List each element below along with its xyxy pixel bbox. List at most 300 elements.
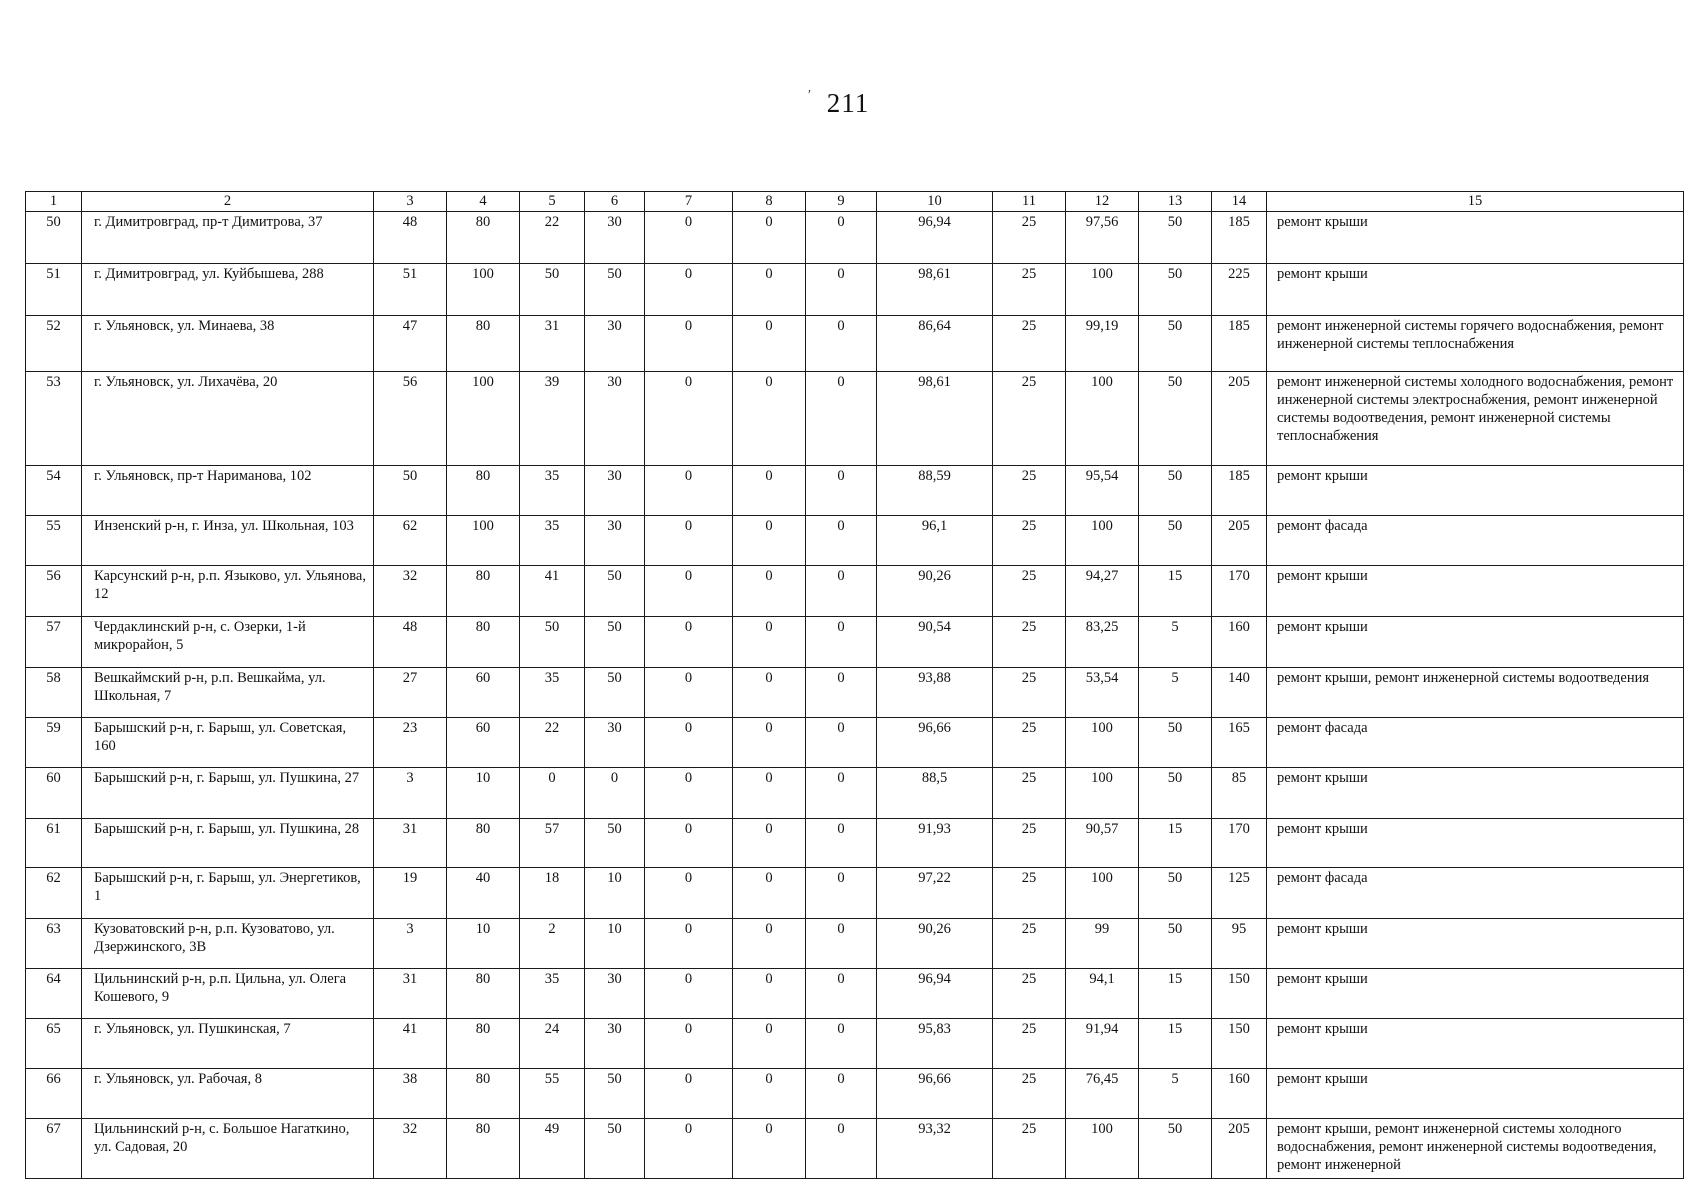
cell-col-11: 25	[993, 768, 1066, 819]
cell-col-4: 10	[447, 768, 520, 819]
cell-col-14: 95	[1212, 919, 1267, 969]
cell-col-7: 0	[645, 212, 733, 264]
cell-col-12: 99,19	[1066, 316, 1139, 372]
cell-col-6: 30	[585, 969, 645, 1019]
col-header-15: 15	[1267, 192, 1684, 212]
cell-address: Кузоватовский р-н, р.п. Кузоватово, ул. Дзержинского, 3В	[82, 919, 374, 969]
cell-col-5: 57	[520, 819, 585, 868]
cell-col-9: 0	[806, 1069, 877, 1119]
cell-col-9: 0	[806, 868, 877, 919]
cell-col-7: 0	[645, 668, 733, 718]
col-header-11: 11	[993, 192, 1066, 212]
cell-col-14: 205	[1212, 516, 1267, 566]
cell-col-10: 91,93	[877, 819, 993, 868]
cell-address: г. Димитровград, ул. Куйбышева, 288	[82, 264, 374, 316]
cell-col-10: 97,22	[877, 868, 993, 919]
cell-col-6: 10	[585, 868, 645, 919]
cell-col-8: 0	[733, 516, 806, 566]
table-row	[26, 466, 1684, 516]
cell-col-8: 0	[733, 264, 806, 316]
cell-col-5: 18	[520, 868, 585, 919]
cell-col-8: 0	[733, 617, 806, 668]
cell-col-14: 165	[1212, 718, 1267, 768]
cell-col-7: 0	[645, 1019, 733, 1069]
cell-row-number: 56	[26, 566, 82, 617]
cell-col-10: 93,32	[877, 1119, 993, 1179]
cell-col-4: 10	[447, 919, 520, 969]
cell-address: Барышский р-н, г. Барыш, ул. Советская, 160	[82, 718, 374, 768]
cell-col-6: 30	[585, 212, 645, 264]
cell-col-5: 50	[520, 264, 585, 316]
cell-col-5: 35	[520, 516, 585, 566]
cell-col-10: 96,66	[877, 1069, 993, 1119]
cell-col-11: 25	[993, 372, 1066, 466]
cell-col-11: 25	[993, 1119, 1066, 1179]
cell-col-13: 50	[1139, 919, 1212, 969]
cell-col-8: 0	[733, 969, 806, 1019]
cell-col-13: 50	[1139, 372, 1212, 466]
cell-col-11: 25	[993, 868, 1066, 919]
cell-col-3: 56	[374, 372, 447, 466]
cell-col-14: 185	[1212, 212, 1267, 264]
cell-address: г. Ульяновск, ул. Минаева, 38	[82, 316, 374, 372]
table-row	[26, 819, 1684, 868]
cell-row-number: 51	[26, 264, 82, 316]
cell-col-4: 100	[447, 516, 520, 566]
cell-col-11: 25	[993, 466, 1066, 516]
cell-row-number: 58	[26, 668, 82, 718]
cell-col-4: 100	[447, 372, 520, 466]
cell-col-14: 140	[1212, 668, 1267, 718]
cell-col-3: 32	[374, 566, 447, 617]
cell-col-7: 0	[645, 1119, 733, 1179]
cell-col-3: 31	[374, 819, 447, 868]
cell-col-7: 0	[645, 868, 733, 919]
cell-col-7: 0	[645, 919, 733, 969]
cell-col-13: 50	[1139, 316, 1212, 372]
cell-col-4: 80	[447, 466, 520, 516]
cell-col-7: 0	[645, 718, 733, 768]
cell-row-number: 63	[26, 919, 82, 969]
cell-col-13: 5	[1139, 617, 1212, 668]
table-row	[26, 264, 1684, 316]
cell-col-4: 100	[447, 264, 520, 316]
cell-col-4: 80	[447, 1119, 520, 1179]
cell-col-9: 0	[806, 668, 877, 718]
cell-col-9: 0	[806, 516, 877, 566]
cell-col-6: 30	[585, 718, 645, 768]
cell-col-8: 0	[733, 819, 806, 868]
cell-col-5: 35	[520, 466, 585, 516]
cell-works-description: ремонт крыши, ремонт инженерной системы водоотведения	[1267, 668, 1684, 718]
cell-col-12: 100	[1066, 372, 1139, 466]
cell-col-10: 96,66	[877, 718, 993, 768]
cell-col-13: 15	[1139, 566, 1212, 617]
cell-works-description: ремонт крыши	[1267, 264, 1684, 316]
cell-row-number: 59	[26, 718, 82, 768]
cell-col-12: 53,54	[1066, 668, 1139, 718]
table-row	[26, 1069, 1684, 1119]
cell-col-13: 5	[1139, 1069, 1212, 1119]
col-header-5: 5	[520, 192, 585, 212]
cell-col-9: 0	[806, 1019, 877, 1069]
cell-works-description: ремонт фасада	[1267, 868, 1684, 919]
cell-col-3: 3	[374, 919, 447, 969]
table-row	[26, 718, 1684, 768]
cell-col-11: 25	[993, 969, 1066, 1019]
cell-col-9: 0	[806, 1119, 877, 1179]
cell-col-5: 2	[520, 919, 585, 969]
cell-col-5: 55	[520, 1069, 585, 1119]
cell-col-13: 15	[1139, 1019, 1212, 1069]
cell-col-3: 19	[374, 868, 447, 919]
col-header-10: 10	[877, 192, 993, 212]
cell-row-number: 65	[26, 1019, 82, 1069]
cell-col-9: 0	[806, 264, 877, 316]
cell-address: г. Ульяновск, ул. Пушкинская, 7	[82, 1019, 374, 1069]
cell-col-6: 30	[585, 372, 645, 466]
cell-col-3: 38	[374, 1069, 447, 1119]
page-number: 211	[826, 88, 870, 118]
cell-col-11: 25	[993, 718, 1066, 768]
cell-col-5: 22	[520, 212, 585, 264]
cell-col-9: 0	[806, 316, 877, 372]
cell-col-6: 50	[585, 264, 645, 316]
cell-col-9: 0	[806, 969, 877, 1019]
cell-col-7: 0	[645, 466, 733, 516]
cell-works-description: ремонт крыши	[1267, 1069, 1684, 1119]
cell-col-3: 50	[374, 466, 447, 516]
cell-col-10: 88,59	[877, 466, 993, 516]
cell-col-6: 50	[585, 819, 645, 868]
cell-col-10: 86,64	[877, 316, 993, 372]
cell-col-4: 60	[447, 718, 520, 768]
cell-col-5: 0	[520, 768, 585, 819]
table-row	[26, 516, 1684, 566]
cell-row-number: 62	[26, 868, 82, 919]
cell-col-3: 32	[374, 1119, 447, 1179]
cell-col-11: 25	[993, 819, 1066, 868]
cell-works-description: ремонт крыши	[1267, 768, 1684, 819]
cell-works-description: ремонт инженерной системы горячего водоснабжения, ремонт инженерной системы теплоснабжения	[1267, 316, 1684, 372]
col-header-8: 8	[733, 192, 806, 212]
cell-col-6: 30	[585, 516, 645, 566]
cell-col-8: 0	[733, 919, 806, 969]
col-header-6: 6	[585, 192, 645, 212]
cell-col-3: 27	[374, 668, 447, 718]
cell-col-14: 170	[1212, 566, 1267, 617]
cell-col-12: 100	[1066, 768, 1139, 819]
cell-col-5: 49	[520, 1119, 585, 1179]
table-body	[26, 212, 1684, 1179]
cell-col-8: 0	[733, 1069, 806, 1119]
cell-col-9: 0	[806, 372, 877, 466]
cell-row-number: 60	[26, 768, 82, 819]
cell-col-4: 40	[447, 868, 520, 919]
cell-col-8: 0	[733, 566, 806, 617]
cell-col-7: 0	[645, 617, 733, 668]
cell-col-13: 15	[1139, 819, 1212, 868]
cell-row-number: 66	[26, 1069, 82, 1119]
table-row	[26, 372, 1684, 466]
cell-col-11: 25	[993, 566, 1066, 617]
cell-col-10: 90,54	[877, 617, 993, 668]
cell-address: Барышский р-н, г. Барыш, ул. Пушкина, 28	[82, 819, 374, 868]
cell-col-14: 125	[1212, 868, 1267, 919]
cell-col-13: 15	[1139, 969, 1212, 1019]
cell-col-12: 100	[1066, 1119, 1139, 1179]
cell-col-4: 80	[447, 1069, 520, 1119]
cell-col-8: 0	[733, 768, 806, 819]
table-row	[26, 868, 1684, 919]
cell-col-14: 150	[1212, 1019, 1267, 1069]
cell-col-6: 50	[585, 668, 645, 718]
cell-col-7: 0	[645, 566, 733, 617]
cell-col-14: 150	[1212, 969, 1267, 1019]
cell-row-number: 55	[26, 516, 82, 566]
cell-col-12: 100	[1066, 516, 1139, 566]
cell-col-14: 170	[1212, 819, 1267, 868]
cell-col-14: 85	[1212, 768, 1267, 819]
cell-col-11: 25	[993, 919, 1066, 969]
cell-col-13: 50	[1139, 516, 1212, 566]
col-header-14: 14	[1212, 192, 1267, 212]
cell-col-12: 94,1	[1066, 969, 1139, 1019]
col-header-12: 12	[1066, 192, 1139, 212]
cell-col-5: 35	[520, 969, 585, 1019]
cell-row-number: 54	[26, 466, 82, 516]
cell-col-12: 95,54	[1066, 466, 1139, 516]
cell-row-number: 57	[26, 617, 82, 668]
cell-col-8: 0	[733, 718, 806, 768]
cell-col-13: 50	[1139, 718, 1212, 768]
cell-col-6: 10	[585, 919, 645, 969]
table-row	[26, 969, 1684, 1019]
cell-col-13: 50	[1139, 868, 1212, 919]
cell-col-8: 0	[733, 668, 806, 718]
cell-col-5: 41	[520, 566, 585, 617]
col-header-7: 7	[645, 192, 733, 212]
cell-col-8: 0	[733, 316, 806, 372]
col-header-1: 1	[26, 192, 82, 212]
cell-col-13: 5	[1139, 668, 1212, 718]
cell-col-13: 50	[1139, 212, 1212, 264]
cell-col-10: 98,61	[877, 372, 993, 466]
cell-row-number: 50	[26, 212, 82, 264]
cell-col-10: 90,26	[877, 919, 993, 969]
cell-col-10: 93,88	[877, 668, 993, 718]
cell-col-6: 30	[585, 466, 645, 516]
cell-col-10: 96,1	[877, 516, 993, 566]
scan-speck: ′	[808, 88, 812, 103]
cell-col-4: 80	[447, 819, 520, 868]
table-row	[26, 1019, 1684, 1069]
cell-col-9: 0	[806, 919, 877, 969]
cell-col-5: 50	[520, 617, 585, 668]
cell-col-5: 22	[520, 718, 585, 768]
cell-row-number: 52	[26, 316, 82, 372]
cell-works-description: ремонт фасада	[1267, 516, 1684, 566]
cell-address: г. Ульяновск, ул. Лихачёва, 20	[82, 372, 374, 466]
cell-works-description: ремонт крыши	[1267, 819, 1684, 868]
cell-col-11: 25	[993, 212, 1066, 264]
cell-col-12: 94,27	[1066, 566, 1139, 617]
header-row	[26, 192, 1684, 212]
cell-col-14: 160	[1212, 617, 1267, 668]
cell-works-description: ремонт крыши	[1267, 919, 1684, 969]
cell-col-6: 50	[585, 566, 645, 617]
col-header-9: 9	[806, 192, 877, 212]
cell-col-8: 0	[733, 868, 806, 919]
cell-col-11: 25	[993, 264, 1066, 316]
cell-col-9: 0	[806, 768, 877, 819]
cell-col-3: 3	[374, 768, 447, 819]
cell-col-11: 25	[993, 617, 1066, 668]
cell-col-6: 50	[585, 1069, 645, 1119]
cell-col-9: 0	[806, 617, 877, 668]
col-header-2: 2	[82, 192, 374, 212]
cell-col-5: 24	[520, 1019, 585, 1069]
table-row	[26, 566, 1684, 617]
cell-row-number: 61	[26, 819, 82, 868]
cell-col-12: 99	[1066, 919, 1139, 969]
table-row	[26, 668, 1684, 718]
cell-col-11: 25	[993, 1019, 1066, 1069]
cell-col-7: 0	[645, 516, 733, 566]
cell-works-description: ремонт инженерной системы холодного водоснабжения, ремонт инженерной системы электроснабжения, ремонт инженерной системы водоотведения, ремонт инженерной системы теплоснабжения	[1267, 372, 1684, 466]
cell-col-3: 48	[374, 212, 447, 264]
cell-works-description: ремонт фасада	[1267, 718, 1684, 768]
cell-col-7: 0	[645, 1069, 733, 1119]
cell-works-description: ремонт крыши	[1267, 1019, 1684, 1069]
cell-col-5: 31	[520, 316, 585, 372]
cell-address: г. Димитровград, пр-т Димитрова, 37	[82, 212, 374, 264]
cell-address: г. Ульяновск, ул. Рабочая, 8	[82, 1069, 374, 1119]
cell-col-12: 83,25	[1066, 617, 1139, 668]
cell-col-6: 50	[585, 617, 645, 668]
cell-col-13: 50	[1139, 768, 1212, 819]
cell-col-12: 100	[1066, 718, 1139, 768]
table-row	[26, 919, 1684, 969]
cell-address: Барышский р-н, г. Барыш, ул. Энергетиков, 1	[82, 868, 374, 919]
cell-col-4: 80	[447, 617, 520, 668]
cell-col-5: 35	[520, 668, 585, 718]
cell-col-4: 80	[447, 969, 520, 1019]
cell-col-14: 185	[1212, 466, 1267, 516]
cell-address: Инзенский р-н, г. Инза, ул. Школьная, 103	[82, 516, 374, 566]
cell-row-number: 64	[26, 969, 82, 1019]
cell-col-13: 50	[1139, 1119, 1212, 1179]
cell-col-6: 30	[585, 1019, 645, 1069]
cell-col-13: 50	[1139, 466, 1212, 516]
table-row	[26, 768, 1684, 819]
cell-address: Цильнинский р-н, с. Большое Нагаткино, ул. Садовая, 20	[82, 1119, 374, 1179]
cell-col-14: 205	[1212, 1119, 1267, 1179]
cell-col-10: 88,5	[877, 768, 993, 819]
cell-col-4: 80	[447, 316, 520, 372]
col-header-3: 3	[374, 192, 447, 212]
cell-col-3: 23	[374, 718, 447, 768]
cell-works-description: ремонт крыши	[1267, 466, 1684, 516]
cell-col-14: 185	[1212, 316, 1267, 372]
cell-col-9: 0	[806, 718, 877, 768]
cell-col-4: 80	[447, 566, 520, 617]
cell-works-description: ремонт крыши, ремонт инженерной системы холодного водоснабжения, ремонт инженерной системы водоотведения, ремонт инженерной	[1267, 1119, 1684, 1179]
cell-col-3: 41	[374, 1019, 447, 1069]
cell-col-8: 0	[733, 1019, 806, 1069]
cell-col-12: 100	[1066, 264, 1139, 316]
cell-row-number: 53	[26, 372, 82, 466]
cell-col-6: 0	[585, 768, 645, 819]
cell-works-description: ремонт крыши	[1267, 617, 1684, 668]
cell-col-3: 48	[374, 617, 447, 668]
table-row	[26, 617, 1684, 668]
cell-col-12: 76,45	[1066, 1069, 1139, 1119]
cell-col-9: 0	[806, 566, 877, 617]
cell-col-10: 98,61	[877, 264, 993, 316]
cell-works-description: ремонт крыши	[1267, 212, 1684, 264]
cell-col-8: 0	[733, 212, 806, 264]
cell-col-9: 0	[806, 212, 877, 264]
cell-col-7: 0	[645, 768, 733, 819]
cell-col-10: 96,94	[877, 212, 993, 264]
cell-col-11: 25	[993, 1069, 1066, 1119]
cell-col-9: 0	[806, 819, 877, 868]
cell-col-8: 0	[733, 1119, 806, 1179]
cell-col-6: 30	[585, 316, 645, 372]
cell-col-7: 0	[645, 316, 733, 372]
cell-col-11: 25	[993, 316, 1066, 372]
cell-works-description: ремонт крыши	[1267, 969, 1684, 1019]
cell-col-5: 39	[520, 372, 585, 466]
cell-col-3: 31	[374, 969, 447, 1019]
cell-col-8: 0	[733, 466, 806, 516]
col-header-4: 4	[447, 192, 520, 212]
cell-works-description: ремонт крыши	[1267, 566, 1684, 617]
cell-col-4: 80	[447, 1019, 520, 1069]
cell-row-number: 67	[26, 1119, 82, 1179]
cell-col-4: 60	[447, 668, 520, 718]
cell-col-12: 100	[1066, 868, 1139, 919]
cell-col-12: 97,56	[1066, 212, 1139, 264]
cell-address: Карсунский р-н, р.п. Языково, ул. Ульянова, 12	[82, 566, 374, 617]
table-row	[26, 316, 1684, 372]
cell-col-4: 80	[447, 212, 520, 264]
cell-address: Цильнинский р-н, р.п. Цильна, ул. Олега Кошевого, 9	[82, 969, 374, 1019]
cell-col-11: 25	[993, 516, 1066, 566]
cell-col-14: 225	[1212, 264, 1267, 316]
table-row	[26, 1119, 1684, 1179]
cell-col-7: 0	[645, 819, 733, 868]
cell-col-8: 0	[733, 372, 806, 466]
cell-address: Чердаклинский р-н, с. Озерки, 1-й микрорайон, 5	[82, 617, 374, 668]
cell-col-14: 160	[1212, 1069, 1267, 1119]
cell-col-10: 96,94	[877, 969, 993, 1019]
cell-col-14: 205	[1212, 372, 1267, 466]
cell-col-7: 0	[645, 372, 733, 466]
cell-col-7: 0	[645, 264, 733, 316]
cell-col-10: 95,83	[877, 1019, 993, 1069]
cell-col-12: 91,94	[1066, 1019, 1139, 1069]
cell-col-13: 50	[1139, 264, 1212, 316]
cell-address: Барышский р-н, г. Барыш, ул. Пушкина, 27	[82, 768, 374, 819]
cell-col-6: 50	[585, 1119, 645, 1179]
cell-col-3: 47	[374, 316, 447, 372]
cell-col-3: 51	[374, 264, 447, 316]
cell-address: г. Ульяновск, пр-т Нариманова, 102	[82, 466, 374, 516]
cell-address: Вешкаймский р-н, р.п. Вешкайма, ул. Школьная, 7	[82, 668, 374, 718]
cell-col-9: 0	[806, 466, 877, 516]
